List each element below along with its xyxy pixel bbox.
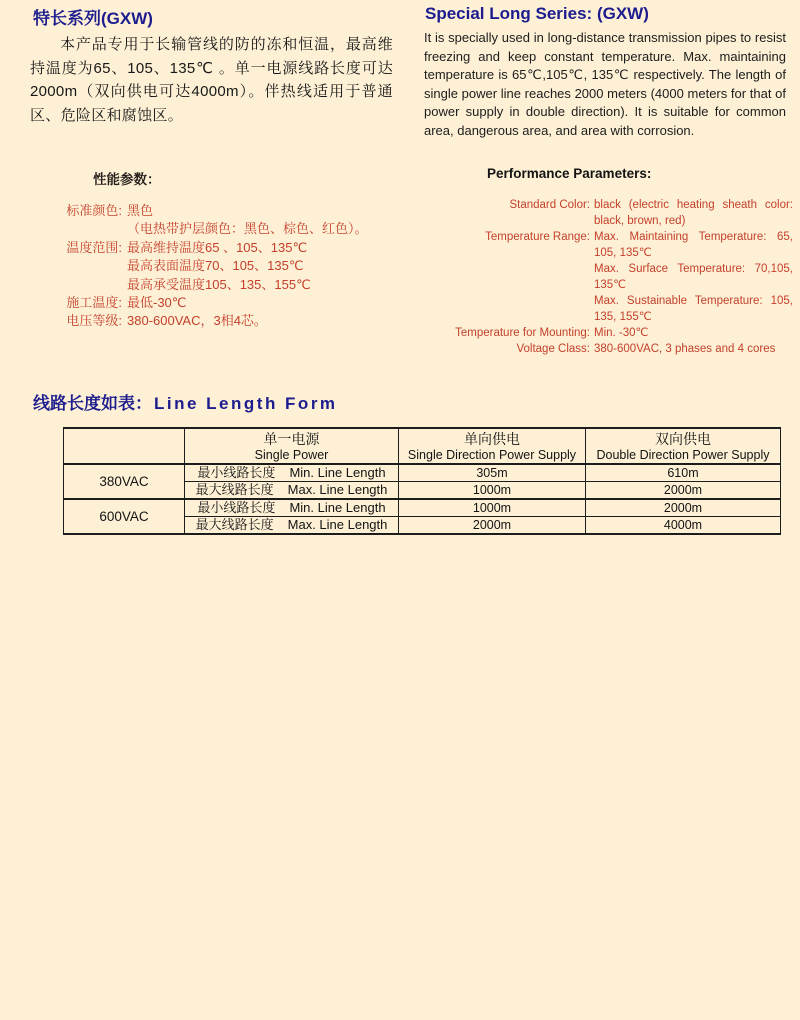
param-value: black (electric heating sheath color: black, brown, red) xyxy=(594,199,793,227)
header-cell-double-direction xyxy=(586,428,781,464)
param-value: 380-600VAC，3相4芯。 xyxy=(127,313,267,329)
param-row-surface-temp-cn xyxy=(60,257,395,275)
table-row-380-min xyxy=(64,464,781,482)
double-direction-value: 610m xyxy=(586,464,781,482)
performance-parameters-en xyxy=(400,166,794,357)
series-title-cn: 特长系列(GXW) xyxy=(33,9,153,28)
voltage-cell-380vac: 380VAC xyxy=(64,464,185,499)
performance-parameters-cn-title: 性能参数： xyxy=(93,172,161,187)
table-header-row xyxy=(64,428,781,464)
single-direction-value: 1000m xyxy=(399,482,586,500)
header-single-direction-en: Single Direction Power Supply xyxy=(407,447,577,462)
param-value: （电热带护层颜色：黑色、棕色、红色）。 xyxy=(127,221,368,237)
param-row-sustain-temp-en xyxy=(400,293,794,325)
param-label: 标准颜色: xyxy=(66,203,122,218)
param-label: Temperature for Mounting: xyxy=(455,327,590,339)
param-value: 最高承受温度105、135、155℃ xyxy=(127,276,311,292)
performance-parameters-en-list xyxy=(400,197,794,357)
length-type-cell xyxy=(185,464,399,482)
param-row-standard-color-en xyxy=(400,197,794,229)
param-value: Max. Sustainable Temperature: 105, 135, 155℃ xyxy=(594,295,793,323)
double-direction-value: 2000m xyxy=(586,499,781,517)
length-type-en: Max. Line Length xyxy=(287,482,388,497)
param-value: 最高维持温度65 、105、135℃ xyxy=(127,239,308,255)
length-type-en: Min. Line Length xyxy=(289,465,386,480)
param-row-mounting-temp-en xyxy=(400,325,794,341)
param-row-temp-range-cn xyxy=(60,239,395,257)
length-type-en: Max. Line Length xyxy=(287,517,388,532)
double-direction-value: 2000m xyxy=(586,482,781,500)
header-single-power-en: Single Power xyxy=(254,447,329,462)
param-value: 最低-30℃ xyxy=(127,295,187,311)
param-label: 施工温度: xyxy=(66,295,122,311)
length-type-cn: 最小线路长度 xyxy=(197,500,276,515)
length-type-cn: 最大线路长度 xyxy=(195,482,274,497)
param-label xyxy=(400,261,590,293)
param-row-voltage-class-en xyxy=(400,341,794,357)
param-label: 温度范围: xyxy=(66,239,122,255)
table-row-600-min xyxy=(64,499,781,517)
length-type-cell xyxy=(185,482,399,500)
header-cell-single-power xyxy=(185,428,399,464)
line-length-form-title-en: Line Length Form xyxy=(154,394,338,413)
single-direction-value: 2000m xyxy=(399,517,586,535)
param-row-standard-color-cn xyxy=(60,202,395,220)
header-double-direction-cn: 双向供电 xyxy=(655,430,711,447)
param-label: 电压等级: xyxy=(66,313,122,329)
param-label xyxy=(400,293,590,325)
length-type-cn: 最大线路长度 xyxy=(195,517,274,532)
performance-parameters-cn xyxy=(60,168,395,331)
series-description-en: It is specially used in long-distance transmission pipes to resist freezing and keep constant temperature. Max. maintaining temperature is 65℃,105℃, 135℃ respectively. The length of single power line reaches 2000 meters (4000 meters for that of power supply in double direction). It is suitable for common area, dangerous area, and area with corrosion. xyxy=(424,30,786,138)
series-title-en: Special Long Series: (GXW) xyxy=(425,4,649,23)
param-label xyxy=(60,257,122,275)
param-label xyxy=(60,276,122,294)
performance-parameters-en-title: Performance Parameters: xyxy=(487,166,652,181)
header-single-direction-cn: 单向供电 xyxy=(464,430,520,447)
line-length-table xyxy=(63,427,781,535)
param-label: Temperature Range: xyxy=(485,231,590,243)
performance-parameters-cn-list xyxy=(60,202,395,331)
param-value: Max. Surface Temperature: 70,105, 135℃ xyxy=(594,263,793,291)
param-label xyxy=(60,220,122,238)
param-row-voltage-class-cn xyxy=(60,312,395,330)
line-length-form-title-cn: 线路长度如表： xyxy=(33,394,152,413)
param-row-mounting-temp-cn xyxy=(60,294,395,312)
voltage-cell-600vac: 600VAC xyxy=(64,499,185,534)
length-type-cn: 最小线路长度 xyxy=(197,465,276,480)
param-value: 黑色 xyxy=(127,203,154,218)
length-type-cell xyxy=(185,499,399,517)
header-double-direction-en: Double Direction Power Supply xyxy=(596,447,770,462)
param-label: Standard Color: xyxy=(509,199,590,211)
param-value: 380-600VAC, 3 phases and 4 cores xyxy=(594,343,776,355)
param-row-sustain-temp-cn xyxy=(60,276,395,294)
header-cell-empty xyxy=(64,428,185,464)
length-type-cell xyxy=(185,517,399,535)
param-label: Voltage Class: xyxy=(516,343,590,355)
param-value: 最高表面温度70、105、135℃ xyxy=(127,258,304,274)
line-length-form-title xyxy=(33,389,338,414)
param-row-sheath-color-cn xyxy=(60,220,395,238)
param-row-temp-range-en xyxy=(400,229,794,261)
single-direction-value: 1000m xyxy=(399,499,586,517)
single-direction-value: 305m xyxy=(399,464,586,482)
header-single-power-cn: 单一电源 xyxy=(263,430,320,447)
param-row-surface-temp-en xyxy=(400,261,794,293)
series-description-cn: 本产品专用于长输管线的防的冻和恒温，最高维持温度为65、105、135℃ 。单一电源线路长度可达2000m（双向供电可达4000m）。伴热线适用于普通区、危险区和腐蚀区。 xyxy=(30,36,393,124)
length-type-en: Min. Line Length xyxy=(289,500,386,515)
param-value: Min. -30℃ xyxy=(594,327,649,339)
double-direction-value: 4000m xyxy=(586,517,781,535)
header-cell-single-direction xyxy=(399,428,586,464)
param-value: Max. Maintaining Temperature: 65, 105, 135℃ xyxy=(594,231,793,259)
